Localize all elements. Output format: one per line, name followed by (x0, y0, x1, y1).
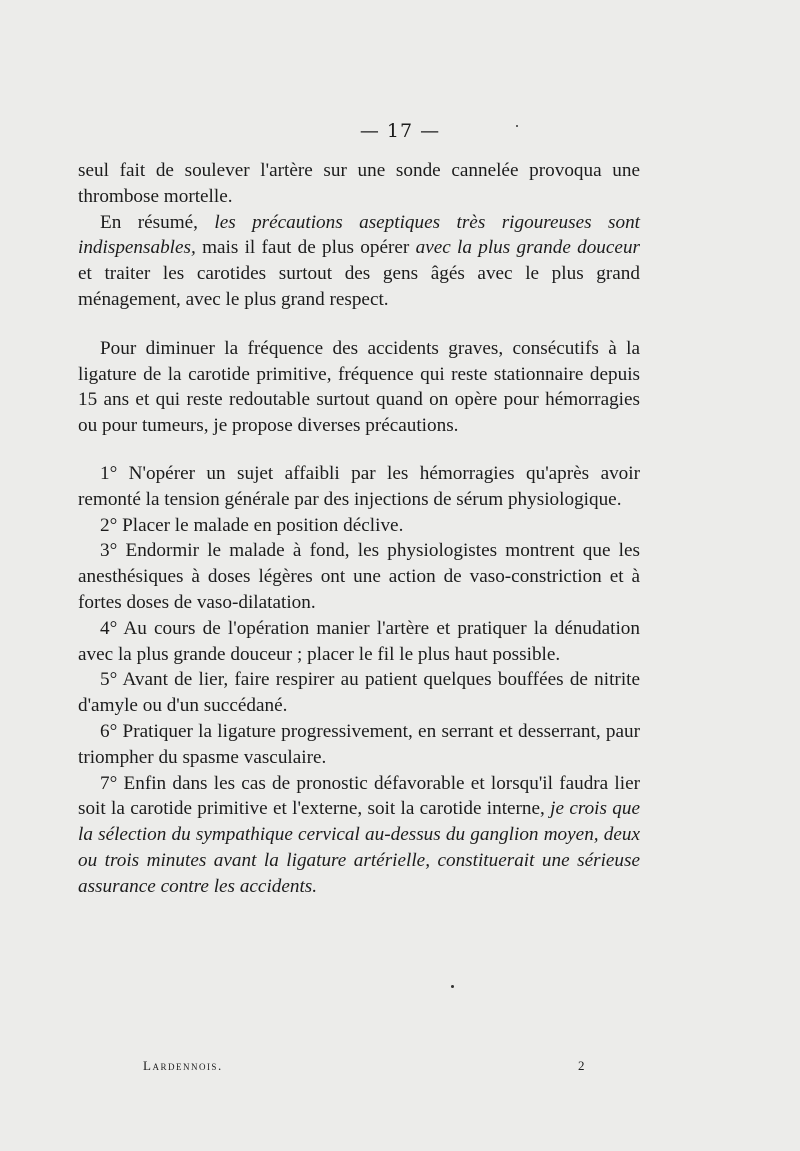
text-run: et traiter les carotides surtout des gens âgés avec le plus grand ménagement, avec le plus grand respect. (78, 263, 640, 310)
paragraph: seul fait de soulever l'artère sur une sonde cannelée provoqua une thrombose mortelle. (78, 160, 640, 207)
list-item: 6° Pratiquer la ligature progressivement, en serrant et desserrant, paur triompher du spasme vasculaire. (78, 720, 640, 768)
ink-speck (516, 125, 518, 127)
list-item: 5° Avant de lier, faire respirer au patient quelques bouffées de nitrite d'amyle ou d'un succédané. (78, 669, 640, 717)
body-text (78, 158, 640, 900)
text-run: 7° Enfin dans les cas de pronostic défavorable et lorsqu'il faudra lier soit la carotide primitive et l'externe, soit la carotide interne, (78, 772, 640, 820)
list-item: 3° Endormir le malade à fond, les physiologistes montrent que les anesthésiques à doses légères ont une action de vaso-constriction et à fortes doses de vaso-dilatation. (78, 540, 640, 613)
list-item: 2° Placer le malade en position déclive. (100, 514, 404, 536)
list-item: 1° N'opérer un sujet affaibli par les hémorragies qu'après avoir remonté la tension générale par des injections de sérum physiologique. (78, 462, 640, 510)
spacer (78, 439, 640, 461)
paragraph: Pour diminuer la fréquence des accidents graves, consécutifs à la ligature de la carotide primitive, fréquence qui reste stationnaire depuis 15 ans et qui reste redoutable surtout quand on opère pour hémorragies ou pour tumeurs, je propose diverses précautions. (78, 337, 640, 437)
list-item: 4° Au cours de l'opération manier l'artère et pratiquer la dénudation avec la plus grande douceur ; placer le fil le plus haut possible. (78, 617, 640, 665)
emphasis: avec la plus grande douceur (415, 237, 640, 259)
text-run: mais il faut de plus opérer (195, 237, 416, 259)
signature-mark: 2 (578, 1058, 585, 1073)
emphasis: les précautions aseptiques très rigoureuses sont indispensables, (78, 211, 640, 259)
author-signature (143, 1058, 223, 1074)
text-run: En résumé, (100, 211, 215, 233)
author-name: Lardennois. (143, 1058, 223, 1073)
spacer (78, 313, 640, 336)
ink-speck (451, 985, 454, 988)
paragraph-summary (78, 210, 640, 313)
page-number: — 17 — (359, 120, 441, 142)
list-item (78, 771, 640, 900)
emphasis: je crois que la sélection du sympathique cervical au-dessus du ganglion moyen, deux ou trois minutes avant la ligature artérielle, constituerait une sérieuse assurance contre les accidents. (78, 798, 640, 897)
